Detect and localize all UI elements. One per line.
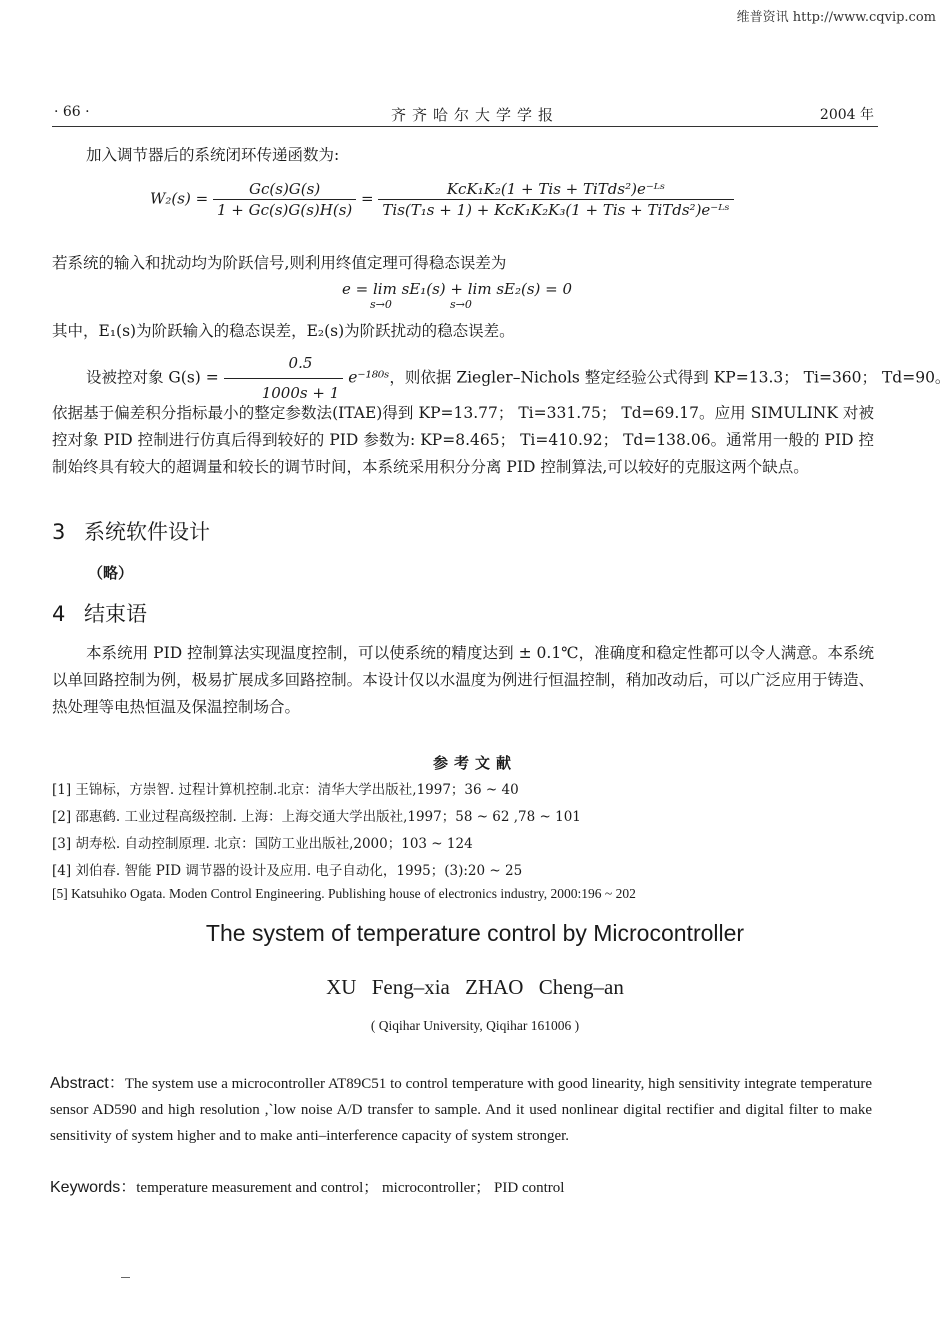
eq1-fraction-2 [378, 180, 733, 219]
english-title: The system of temperature control by Microcontroller [205, 920, 745, 946]
intro-line: 加入调节器后的系统闭环传递函数为: [86, 146, 340, 164]
section-3-heading [52, 516, 210, 546]
section-4-heading [52, 598, 147, 628]
watermark: 维普资讯 http://www.cqvip.com [736, 10, 936, 25]
affiliation: ( Qiqihar University, Qiqihar 161006 ) [370, 1018, 580, 1033]
eq1-num1: Gc(s)G(s) [213, 180, 356, 200]
page-number: · 66 · [54, 104, 90, 120]
plant-den: 1000s + 1 [261, 384, 340, 402]
authors: XU Feng–xia ZHAO Cheng–an [326, 975, 624, 999]
eq2-sub2: s→0 [450, 298, 472, 311]
keywords [50, 1174, 564, 1197]
abstract-text: The system use a microcontroller AT89C51 to control temperature with good linearity, high sensitivity integrate temperature sensor AD590 and high resolution ,`low noise A/D transfer to sample. And it used nonlinear digital rectifier and digital filter to make sensitivity of system higher and to make anti–interference capacity of system stronger. [50, 1076, 872, 1144]
keywords-text: temperature measurement and control； microcontroller； PID control [136, 1180, 565, 1196]
closed-loop-equation [150, 180, 734, 219]
conclusion-paragraph: 本系统用 PID 控制算法实现温度控制，可以使系统的精度达到 ± 0.1℃，准确度和稳定性都可以令人满意。本系统以单回路控制为例，极易扩展成多回路控制。本设计仅以水温度为例进行恒温控制，稍加改动后，可以广泛应用于铸造、热处理等电热恒温及保温控制场合。 [52, 644, 874, 716]
error-definition: 其中，E₁(s)为阶跃输入的稳态误差，E₂(s)为阶跃扰动的稳态误差。 [52, 322, 515, 340]
keywords-label: Keywords： [50, 1179, 137, 1196]
section-3-number: 3 [52, 520, 66, 544]
eq1-den2: Tis(T₁s + 1) + KcK₁K₂K₃(1 + Tis + TiTds²)e⁻ᴸˢ [382, 201, 730, 219]
header-rule [52, 126, 878, 127]
abstract-label: Abstract： [50, 1075, 125, 1092]
section-4-number: 4 [52, 602, 66, 626]
section-4-title: 结束语 [84, 602, 147, 626]
section-3-title: 系统软件设计 [84, 520, 210, 544]
eq1-lhs: W₂(s) = [150, 189, 209, 208]
reference-4: [4] 刘伯春. 智能 PID 调节器的设计及应用. 电子自动化，1995；(3):20 ~ 25 [52, 863, 523, 879]
references-title: 参考文献 [432, 754, 517, 772]
eq1-eqsign: = [361, 189, 374, 208]
journal-year: 2004 年 [819, 107, 874, 123]
plant-delay: e⁻¹⁸⁰ˢ [348, 368, 390, 387]
plant-num: 0.5 [224, 350, 344, 379]
plant-fraction [224, 350, 344, 407]
journal-name: 齐齐哈尔大学学报 [390, 106, 559, 124]
reference-3: [3] 胡寿松. 自动控制原理. 北京：国防工业出版社,2000；103 ~ 124 [52, 836, 473, 852]
eq1-fraction-1 [213, 180, 356, 219]
reference-2: [2] 邵惠鹤. 工业过程高级控制. 上海：上海交通大学出版社,1997；58 ~ 62 ,78 ~ 101 [52, 809, 581, 825]
eq2-sub1: s→0 [370, 298, 392, 311]
scan-mark [121, 1277, 130, 1278]
omitted-note: （略） [88, 564, 134, 582]
plant-model-paragraph [52, 350, 950, 407]
reference-5: [5] Katsuhiko Ogata. Moden Control Engineering. Publishing house of electronics industry, 2000:196 ~ 202 [52, 886, 636, 901]
reference-1: [1] 王锦标，方崇智. 过程计算机控制.北京：清华大学出版社,1997；36 ~ 40 [52, 782, 519, 798]
itae-paragraph: 依据基于偏差积分指标最小的整定参数法(ITAE)得到 KP=13.77； Ti=331.75； Td=69.17。应用 SIMULINK 对被控对象 PID 控制进行仿真后得到较好的 PID 参数为: KP=8.465； Ti=410.92； Td=138.06。通常用一般的 PID 控制始终具有较大的超调量和较长的调节时间，本系统采用积分分离 PID 控制算法,可以较好的克服这两个缺点。 [52, 404, 874, 476]
eq1-num2: KcK₁K₂(1 + Tis + TiTds²)e⁻ᴸˢ [378, 180, 733, 200]
steady-state-equation [342, 280, 572, 312]
steady-state-paragraph: 若系统的输入和扰动均为阶跃信号,则利用终值定理可得稳态误差为 [52, 254, 507, 272]
plant-tail: ，则依据 Ziegler–Nichols 整定经验公式得到 KP=13.3； Ti=360； Td=90。 [389, 368, 950, 387]
eq2-main: e = lim sE₁(s) + lim sE₂(s) = 0 [342, 280, 573, 298]
abstract [50, 1071, 872, 1149]
plant-lead: 设被控对象 G(s) = [86, 368, 219, 387]
eq1-den1: 1 + Gc(s)G(s)H(s) [216, 201, 353, 219]
